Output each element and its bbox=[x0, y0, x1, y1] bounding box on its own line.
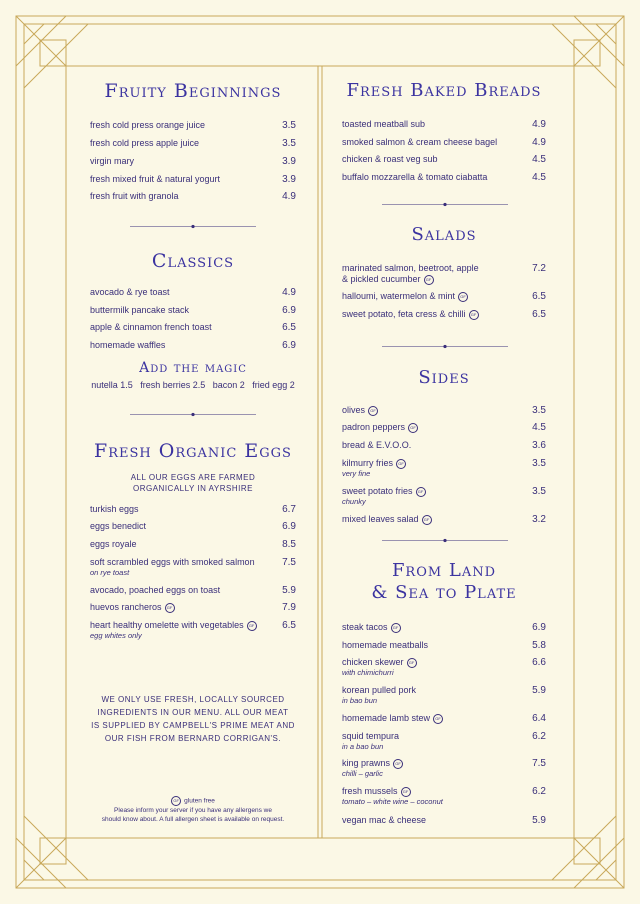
menu-item bbox=[90, 557, 296, 577]
item-price: 5.9 bbox=[532, 815, 546, 826]
sourcing-line: IS SUPPLIED BY CAMPBELL'S PRIME MEAT AND bbox=[91, 721, 295, 730]
menu-item bbox=[342, 486, 546, 506]
menu-item bbox=[342, 172, 546, 183]
sourcing-line: INGREDIENTS IN OUR MENU. ALL OUR MEAT bbox=[97, 708, 289, 717]
menu-item bbox=[90, 620, 296, 640]
item-price: 7.5 bbox=[532, 758, 546, 769]
gluten-free-icon: GF bbox=[393, 759, 403, 769]
section-title-fruity: Fruity Beginnings bbox=[104, 80, 282, 102]
item-description: chunky bbox=[342, 497, 366, 506]
item-price: 6.5 bbox=[532, 309, 546, 320]
item-name: mixed leaves salad bbox=[342, 514, 419, 524]
item-price: 4.5 bbox=[532, 154, 546, 165]
gluten-free-icon: GF bbox=[416, 487, 426, 497]
eggs-note-line: ALL OUR EGGS ARE FARMED bbox=[130, 473, 256, 482]
gluten-free-icon: GF bbox=[433, 714, 443, 724]
menu-item bbox=[90, 521, 296, 532]
item-description: very fine bbox=[342, 469, 371, 478]
menu-item bbox=[90, 585, 296, 596]
sourcing-line: OUR FISH FROM BERNARD CORRIGAN'S. bbox=[104, 734, 282, 743]
item-description: chilli – garlic bbox=[342, 769, 383, 778]
menu-item bbox=[90, 191, 296, 202]
gluten-free-legend bbox=[70, 796, 316, 806]
item-name: bread & E.V.O.O. bbox=[342, 440, 412, 450]
item-name: fresh mixed fruit & natural yogurt bbox=[90, 174, 221, 184]
menu-item bbox=[342, 309, 546, 320]
menu-item bbox=[342, 154, 546, 165]
item-description: on rye toast bbox=[90, 568, 130, 577]
menu-item bbox=[342, 713, 546, 724]
item-name: huevos rancheros bbox=[90, 602, 162, 612]
item-name: fresh fruit with granola bbox=[90, 191, 179, 201]
section-title-breads: Fresh Baked Breads bbox=[346, 80, 542, 101]
divider-ornament bbox=[382, 344, 508, 349]
add-ons-line: nutella 1.5 fresh berries 2.5 bacon 2 fried egg 2 bbox=[91, 380, 295, 390]
item-price: 4.9 bbox=[532, 137, 546, 148]
item-price: 6.9 bbox=[532, 622, 546, 633]
item-name-cont: & pickled cucumber bbox=[342, 274, 421, 284]
item-name: avocado, poached eggs on toast bbox=[90, 585, 221, 595]
gluten-free-label: gluten free bbox=[184, 797, 215, 805]
gluten-free-icon: GF bbox=[458, 292, 468, 302]
sourcing-line: WE ONLY USE FRESH, LOCALLY SOURCED bbox=[101, 695, 285, 704]
item-price: 4.9 bbox=[282, 287, 296, 298]
eggs-note bbox=[90, 472, 296, 494]
item-price: 3.6 bbox=[532, 440, 546, 451]
eggs-note-line: ORGANICALLY IN AYRSHIRE bbox=[133, 484, 253, 493]
menu-item bbox=[342, 815, 546, 826]
menu-item bbox=[90, 174, 296, 185]
menu-item bbox=[342, 685, 546, 705]
gluten-free-icon: GF bbox=[247, 621, 257, 631]
menu-item bbox=[90, 156, 296, 167]
section-title-salads: Salads bbox=[411, 224, 477, 245]
item-name: fresh cold press orange juice bbox=[90, 120, 206, 130]
allergen-line: Please inform your server if you have any allergens we bbox=[114, 807, 272, 814]
menu-item bbox=[342, 731, 546, 751]
item-name: turkish eggs bbox=[90, 504, 139, 514]
menu-item bbox=[90, 539, 296, 550]
menu-item bbox=[342, 119, 546, 130]
gluten-free-icon: GF bbox=[401, 787, 411, 797]
item-description: egg whites only bbox=[90, 631, 142, 640]
menu-item bbox=[342, 657, 546, 677]
item-name: padron peppers bbox=[342, 422, 406, 432]
gluten-free-icon: GF bbox=[469, 310, 479, 320]
item-price: 6.5 bbox=[282, 620, 296, 631]
menu-item bbox=[90, 138, 296, 149]
allergen-note bbox=[70, 796, 316, 824]
divider-ornament bbox=[382, 538, 508, 543]
item-name: virgin mary bbox=[90, 156, 135, 166]
item-name: king prawns bbox=[342, 758, 391, 768]
item-name: homemade lamb stew bbox=[342, 713, 431, 723]
item-price: 4.5 bbox=[532, 172, 546, 183]
menu-item bbox=[342, 514, 546, 525]
menu-item bbox=[342, 458, 546, 478]
section-title-sides: Sides bbox=[418, 367, 470, 388]
item-name: homemade waffles bbox=[90, 340, 166, 350]
item-description: tomato – white wine – coconut bbox=[342, 797, 443, 806]
item-price: 6.4 bbox=[532, 713, 546, 724]
item-price: 6.5 bbox=[282, 322, 296, 333]
item-name: buttermilk pancake stack bbox=[90, 305, 190, 315]
item-name: avocado & rye toast bbox=[90, 287, 170, 297]
divider-ornament bbox=[130, 412, 256, 417]
menu-item bbox=[342, 263, 546, 285]
item-name: sweet potato, feta cress & chilli bbox=[342, 309, 466, 319]
gluten-free-icon: GF bbox=[407, 658, 417, 668]
menu-item bbox=[342, 405, 546, 416]
item-description: with chimichurri bbox=[342, 668, 394, 677]
item-name: toasted meatball sub bbox=[342, 119, 426, 129]
item-price: 6.5 bbox=[532, 291, 546, 302]
item-price: 6.9 bbox=[282, 521, 296, 532]
item-name: chicken & roast veg sub bbox=[342, 154, 438, 164]
item-price: 7.2 bbox=[532, 263, 546, 274]
item-name: fresh cold press apple juice bbox=[90, 138, 200, 148]
gluten-free-icon: GF bbox=[368, 406, 378, 416]
item-name: smoked salmon & cream cheese bagel bbox=[342, 137, 498, 147]
item-name: marinated salmon, beetroot, apple bbox=[342, 263, 479, 273]
menu-item bbox=[90, 287, 296, 298]
section-title-land-sea: From Land bbox=[391, 560, 497, 581]
sourcing-note bbox=[80, 693, 306, 745]
menu-item bbox=[342, 622, 546, 633]
item-price: 5.8 bbox=[532, 640, 546, 651]
item-price: 7.5 bbox=[282, 557, 296, 568]
item-price: 3.5 bbox=[282, 120, 296, 131]
item-name: olives bbox=[342, 405, 366, 415]
menu-item bbox=[90, 340, 296, 351]
item-price: 3.5 bbox=[532, 405, 546, 416]
item-price: 5.9 bbox=[282, 585, 296, 596]
gluten-free-icon: GF bbox=[171, 796, 181, 806]
item-description: in a bao bun bbox=[342, 742, 384, 751]
item-name: heart healthy omelette with vegetables bbox=[90, 620, 244, 630]
item-price: 6.2 bbox=[532, 731, 546, 742]
menu-item bbox=[342, 640, 546, 651]
section-title-land-sea-2: & Sea to Plate bbox=[371, 582, 517, 603]
item-name: vegan mac & cheese bbox=[342, 815, 427, 825]
item-price: 6.2 bbox=[532, 786, 546, 797]
menu-item bbox=[90, 305, 296, 316]
item-name: eggs benedict bbox=[90, 521, 147, 531]
item-price: 4.9 bbox=[532, 119, 546, 130]
item-price: 3.5 bbox=[532, 486, 546, 497]
item-name: homemade meatballs bbox=[342, 640, 429, 650]
menu-item bbox=[342, 440, 546, 451]
item-name: korean pulled pork bbox=[342, 685, 417, 695]
item-name: chicken skewer bbox=[342, 657, 404, 667]
menu-item bbox=[342, 422, 546, 433]
menu-item bbox=[90, 504, 296, 515]
allergen-line: should know about. A full allergen sheet is available on request. bbox=[101, 816, 285, 823]
item-name: eggs royale bbox=[90, 539, 137, 549]
item-name: buffalo mozzarella & tomato ciabatta bbox=[342, 172, 488, 182]
item-name: soft scrambled eggs with smoked salmon bbox=[90, 557, 255, 567]
section-title-eggs: Fresh Organic Eggs bbox=[94, 440, 292, 462]
gluten-free-icon: GF bbox=[165, 603, 175, 613]
gluten-free-icon: GF bbox=[422, 515, 432, 525]
item-name: fresh mussels bbox=[342, 786, 398, 796]
section-title-classics: Classics bbox=[151, 250, 235, 272]
menu-item bbox=[90, 120, 296, 131]
divider-ornament bbox=[130, 224, 256, 229]
menu-item bbox=[342, 137, 546, 148]
item-price: 3.2 bbox=[532, 514, 546, 525]
item-price: 8.5 bbox=[282, 539, 296, 550]
item-price: 6.9 bbox=[282, 340, 296, 351]
item-name: squid tempura bbox=[342, 731, 400, 741]
item-price: 3.9 bbox=[282, 156, 296, 167]
item-price: 3.5 bbox=[532, 458, 546, 469]
item-name: sweet potato fries bbox=[342, 486, 413, 496]
item-name: kilmurry fries bbox=[342, 458, 393, 468]
item-price: 6.7 bbox=[282, 504, 296, 515]
item-name: steak tacos bbox=[342, 622, 388, 632]
item-price: 5.9 bbox=[532, 685, 546, 696]
gluten-free-icon: GF bbox=[391, 623, 401, 633]
item-price: 4.5 bbox=[532, 422, 546, 433]
section-title-add-magic: Add the magic bbox=[139, 360, 247, 376]
item-price: 4.9 bbox=[282, 191, 296, 202]
item-price: 6.9 bbox=[282, 305, 296, 316]
item-price: 3.9 bbox=[282, 174, 296, 185]
divider-ornament bbox=[382, 202, 508, 207]
item-name: apple & cinnamon french toast bbox=[90, 322, 212, 332]
menu-item bbox=[342, 758, 546, 778]
gluten-free-icon: GF bbox=[408, 423, 418, 433]
item-name: halloumi, watermelon & mint bbox=[342, 291, 456, 301]
menu-item bbox=[342, 786, 546, 806]
item-description: in bao bun bbox=[342, 696, 378, 705]
gluten-free-icon: GF bbox=[396, 459, 406, 469]
item-price: 6.6 bbox=[532, 657, 546, 668]
item-price: 3.5 bbox=[282, 138, 296, 149]
menu-item bbox=[90, 602, 296, 613]
menu-item bbox=[342, 291, 546, 302]
gluten-free-icon: GF bbox=[424, 275, 434, 285]
item-price: 7.9 bbox=[282, 602, 296, 613]
menu-item bbox=[90, 322, 296, 333]
